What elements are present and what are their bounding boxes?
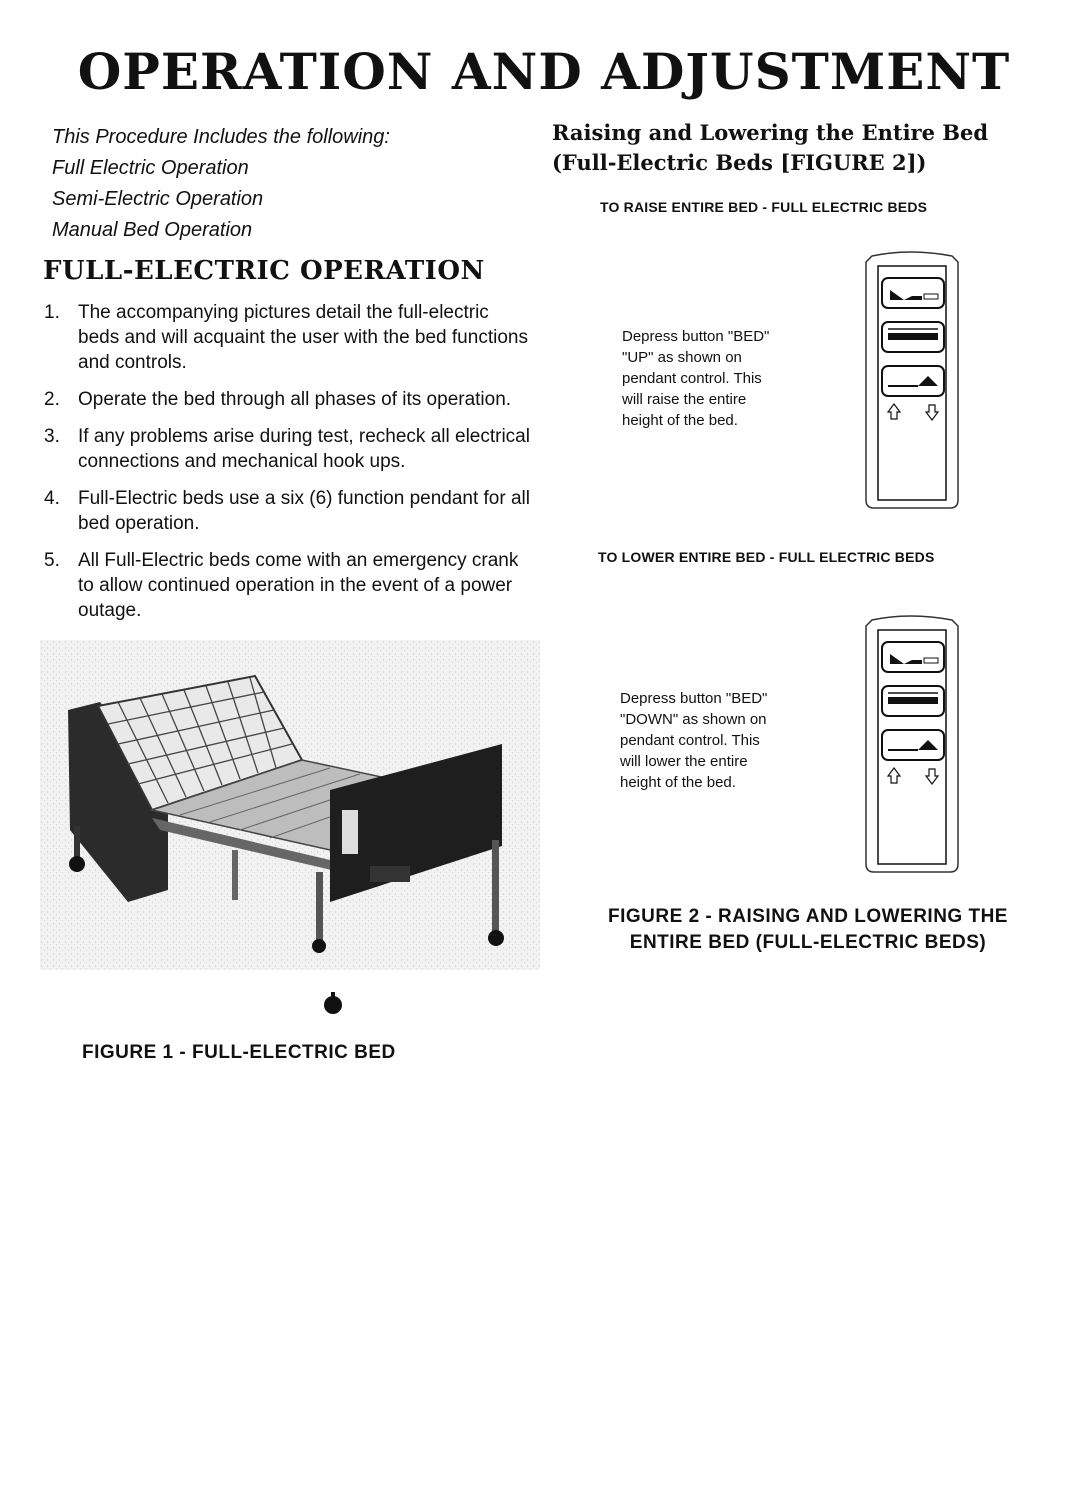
steps-list [44, 300, 532, 635]
step-number: 3. [44, 426, 60, 447]
head-button [882, 642, 944, 672]
caster-wheel [312, 939, 326, 953]
includes-item: Manual Bed Operation [52, 219, 253, 241]
includes-heading: This Procedure Includes the following: [52, 126, 390, 148]
desc-line: "UP" as shown on [622, 349, 742, 366]
desc-line: Depress button "BED" [622, 328, 770, 345]
step-text: Full-Electric beds use a six (6) function pendant for all bed operation. [78, 488, 530, 534]
step-item [44, 387, 532, 412]
desc-line: height of the bed. [622, 412, 738, 429]
includes-item: Full Electric Operation [52, 157, 249, 179]
down-arrow-icon [926, 405, 938, 420]
step-number: 2. [44, 389, 60, 410]
up-arrow-icon [888, 404, 900, 419]
page-title: OPERATION AND ADJUSTMENT [77, 42, 1011, 101]
caster-wheel [488, 930, 504, 946]
bed-leg [492, 840, 499, 936]
step-text: If any problems arise during test, recheck all electrical connections and mechanical hook ups. [78, 426, 530, 472]
footboard-label [342, 810, 358, 854]
step-number: 1. [44, 302, 60, 323]
figure2-section-heading: Raising and Lowering the Entire Bed (Full-Electric Beds [FIGURE 2]) [552, 120, 989, 175]
desc-line: Depress button "BED" [620, 690, 768, 707]
bed-leg [316, 872, 323, 942]
bed-leg [232, 850, 238, 900]
section-heading: FULL-ELECTRIC OPERATION [43, 256, 485, 286]
raise-bed-label: TO RAISE ENTIRE BED - FULL ELECTRIC BEDS [600, 199, 928, 215]
step-text: All Full-Electric beds come with an emergency crank to allow continued operation in the event of a power outage. [78, 550, 519, 621]
pendant-control-illustration [860, 614, 960, 876]
step-number: 4. [44, 488, 60, 509]
step-text: Operate the bed through all phases of its operation. [78, 389, 512, 410]
desc-line: pendant control. This [620, 732, 760, 749]
full-electric-bed-photo [40, 640, 540, 980]
step-number: 5. [44, 550, 60, 571]
includes-item: Semi-Electric Operation [52, 188, 264, 210]
figure1-caption: FIGURE 1 - FULL-ELECTRIC BED [82, 1042, 396, 1063]
figure2-caption [548, 904, 1068, 956]
caption-line: FIGURE 2 - RAISING AND LOWERING THE [608, 906, 1008, 927]
step-item [44, 424, 532, 474]
step-item [44, 486, 532, 536]
foot-button [882, 366, 944, 396]
caption-line: ENTIRE BED (FULL-ELECTRIC BEDS) [629, 932, 987, 953]
desc-line: will lower the entire [620, 753, 748, 770]
caster-detail [320, 990, 346, 1016]
down-arrow-icon [926, 769, 938, 784]
raise-bed-description [622, 326, 862, 431]
foot-button [882, 730, 944, 760]
bed-button [882, 686, 944, 716]
pendant-control-illustration [860, 250, 960, 512]
lower-bed-label: TO LOWER ENTIRE BED - FULL ELECTRIC BEDS [598, 549, 935, 565]
desc-line: "DOWN" as shown on [620, 711, 767, 728]
desc-line: height of the bed. [620, 774, 736, 791]
head-button [882, 278, 944, 308]
motor-unit [370, 866, 410, 882]
procedure-includes [52, 122, 512, 246]
up-arrow-icon [888, 768, 900, 783]
lower-bed-description [620, 688, 860, 793]
desc-line: will raise the entire [622, 391, 747, 408]
bed-button [882, 322, 944, 352]
caster-wheel [69, 856, 85, 872]
step-text: The accompanying pictures detail the full-electric beds and will acquaint the user with the bed functions and controls. [78, 302, 528, 373]
step-item [44, 548, 532, 623]
desc-line: pendant control. This [622, 370, 762, 387]
step-item [44, 300, 532, 375]
